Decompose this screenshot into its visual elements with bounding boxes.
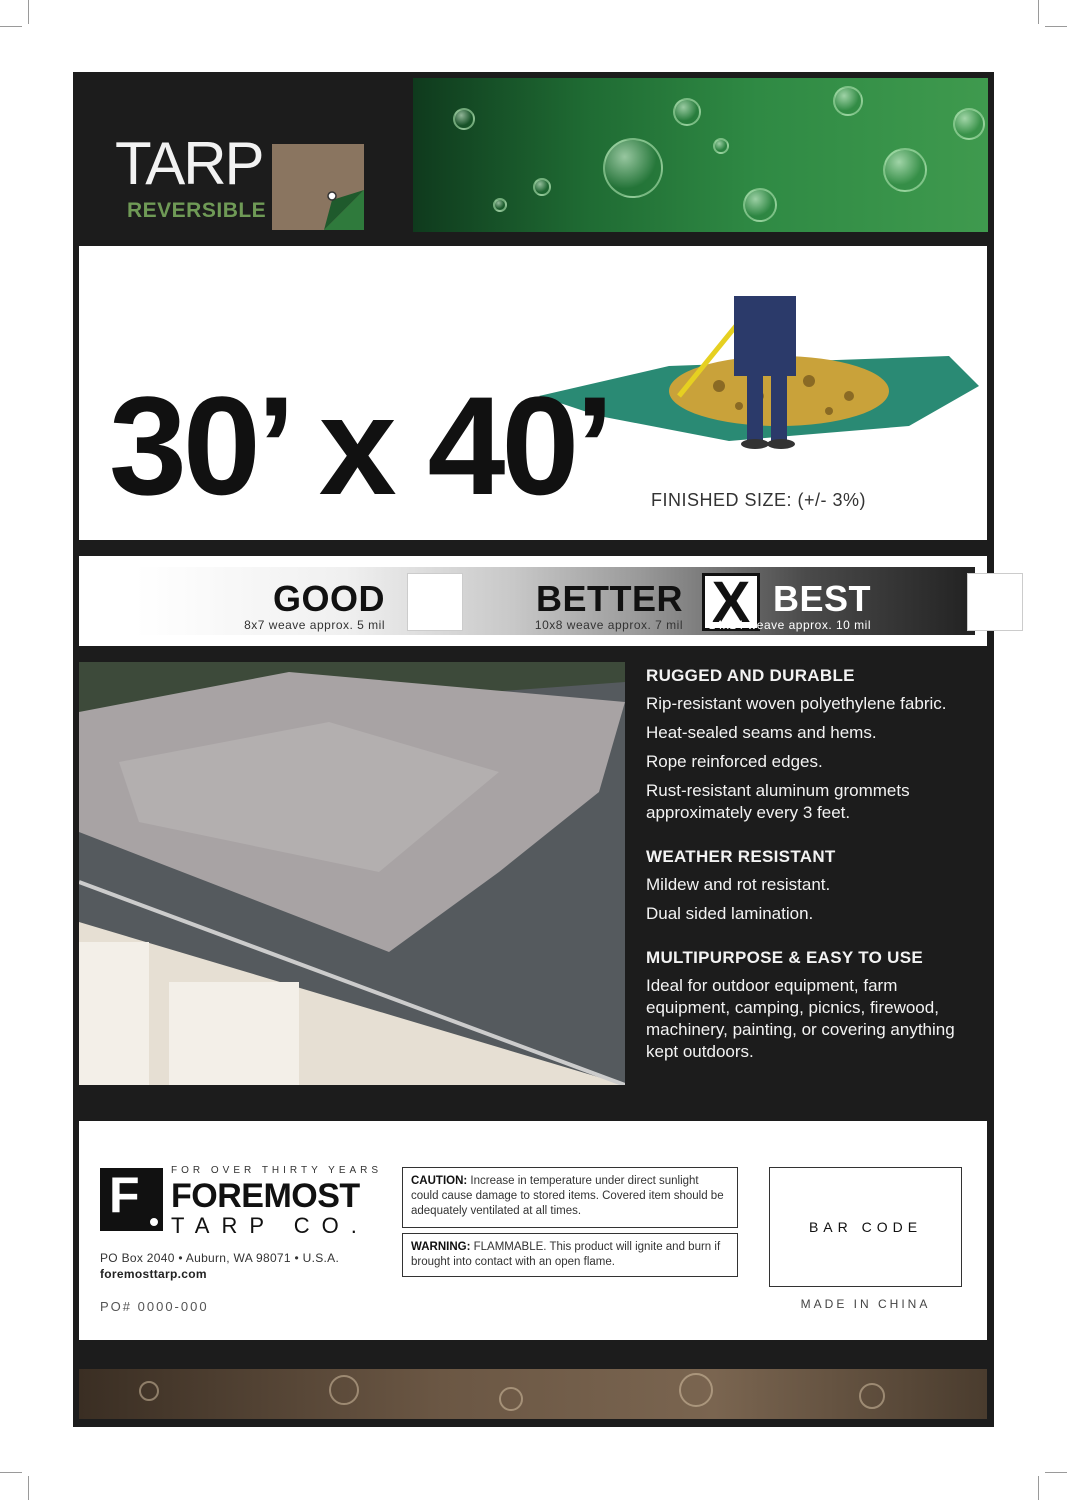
crop-mark	[1038, 0, 1039, 24]
crop-mark	[1038, 1476, 1039, 1500]
grade-spec: 8x7 weave approx. 5 mil	[244, 618, 385, 632]
company-subname: TARP CO.	[171, 1213, 369, 1238]
feature-item: Rip-resistant woven polyethylene fabric.	[646, 694, 947, 713]
grade-good-checkbox	[407, 573, 463, 631]
green-tarp-texture	[413, 78, 988, 232]
water-drop	[713, 138, 729, 154]
feature-item: Mildew and rot resistant.	[646, 875, 831, 894]
water-drop	[953, 108, 985, 140]
warning-text: FLAMMABLE. This product will ignite and burn if brought into contact with an open flame.	[411, 1241, 721, 1268]
caution-text: Increase in temperature under direct sunlight could cause damage to stored items. Covered item should be adequately ventilated at all times.	[411, 1175, 724, 1217]
company-website: foremosttarp.com	[100, 1267, 207, 1281]
feature-item: Dual sided lamination.	[646, 904, 814, 923]
finished-size-note: FINISHED SIZE: (+/- 3%)	[651, 490, 867, 510]
tarp-dimensions: 30’ x 40’	[109, 367, 611, 524]
feature-heading: WEATHER RESISTANT	[646, 847, 836, 866]
feature-heading: MULTIPURPOSE & EASY TO USE	[646, 948, 924, 967]
brand-header	[73, 72, 413, 244]
feature-group	[646, 847, 986, 925]
water-drop	[493, 198, 507, 212]
country-of-origin: MADE IN CHINA	[800, 1297, 931, 1311]
logo-letter: F	[109, 1167, 140, 1223]
crop-mark	[0, 26, 22, 27]
water-drop	[883, 148, 927, 192]
roof-illustration	[79, 662, 625, 1085]
crop-mark	[28, 0, 29, 24]
water-drop	[833, 86, 863, 116]
product-name: TARP	[115, 130, 263, 197]
feature-item: Rust-resistant aluminum grommets approximately every 3 feet.	[646, 781, 910, 822]
warning-label: WARNING:	[411, 1241, 471, 1253]
reversible-swatch-icon	[272, 144, 364, 230]
feature-heading: RUGGED AND DURABLE	[646, 666, 855, 685]
crop-mark	[0, 1472, 22, 1473]
caution-notice	[402, 1167, 738, 1228]
crop-mark	[1045, 26, 1067, 27]
barcode-box: BAR CODE	[769, 1167, 962, 1287]
tarp-on-roof-image	[79, 662, 625, 1085]
size-panel	[79, 246, 987, 540]
grade-title: BETTER	[536, 578, 683, 619]
water-drop	[673, 98, 701, 126]
product-label	[73, 72, 994, 1427]
water-drop	[139, 1381, 159, 1401]
grommet-icon	[148, 1216, 160, 1228]
grade-gradient-bar	[135, 567, 975, 635]
grade-strip	[79, 556, 987, 646]
water-drop	[743, 188, 777, 222]
po-number: PO# 0000-000	[100, 1299, 209, 1314]
water-drop	[603, 138, 663, 198]
feature-item: Rope reinforced edges.	[646, 752, 823, 771]
foremost-logo	[100, 1168, 163, 1231]
feature-list	[646, 666, 986, 1086]
company-name: FOREMOST	[171, 1177, 360, 1215]
footer-panel	[79, 1121, 987, 1340]
grade-title: GOOD	[272, 578, 385, 619]
grade-best-checkbox	[967, 573, 1023, 631]
grade-spec: 14x14 weave approx. 10 mil	[708, 618, 871, 632]
feature-group	[646, 948, 986, 1063]
water-drop	[533, 178, 551, 196]
water-drop	[453, 108, 475, 130]
water-drop	[859, 1383, 885, 1409]
brown-tarp-texture	[79, 1369, 987, 1419]
grade-better	[534, 578, 683, 632]
check-x-mark: X	[711, 570, 751, 635]
feature-group	[646, 666, 986, 824]
crop-mark	[28, 1476, 29, 1500]
caution-label: CAUTION:	[411, 1175, 468, 1187]
water-drop	[679, 1373, 713, 1407]
feature-item: Ideal for outdoor equipment, farm equipment, camping, picnics, firewood, machinery, painting, or covering anything kept outdoors.	[646, 976, 955, 1061]
warning-notice	[402, 1233, 738, 1277]
water-drop	[499, 1387, 523, 1411]
grade-title: BEST	[772, 578, 871, 619]
crop-mark	[1045, 1472, 1067, 1473]
grade-best	[708, 578, 871, 632]
grade-good	[244, 578, 385, 632]
company-address: PO Box 2040 • Auburn, WA 98071 • U.S.A.	[100, 1251, 340, 1265]
company-tagline: FOR OVER THIRTY YEARS	[171, 1165, 383, 1176]
feature-item: Heat-sealed seams and hems.	[646, 723, 877, 742]
grade-spec: 10x8 weave approx. 7 mil	[534, 618, 683, 632]
water-drop	[329, 1375, 359, 1405]
product-subtitle: REVERSIBLE	[127, 199, 267, 222]
